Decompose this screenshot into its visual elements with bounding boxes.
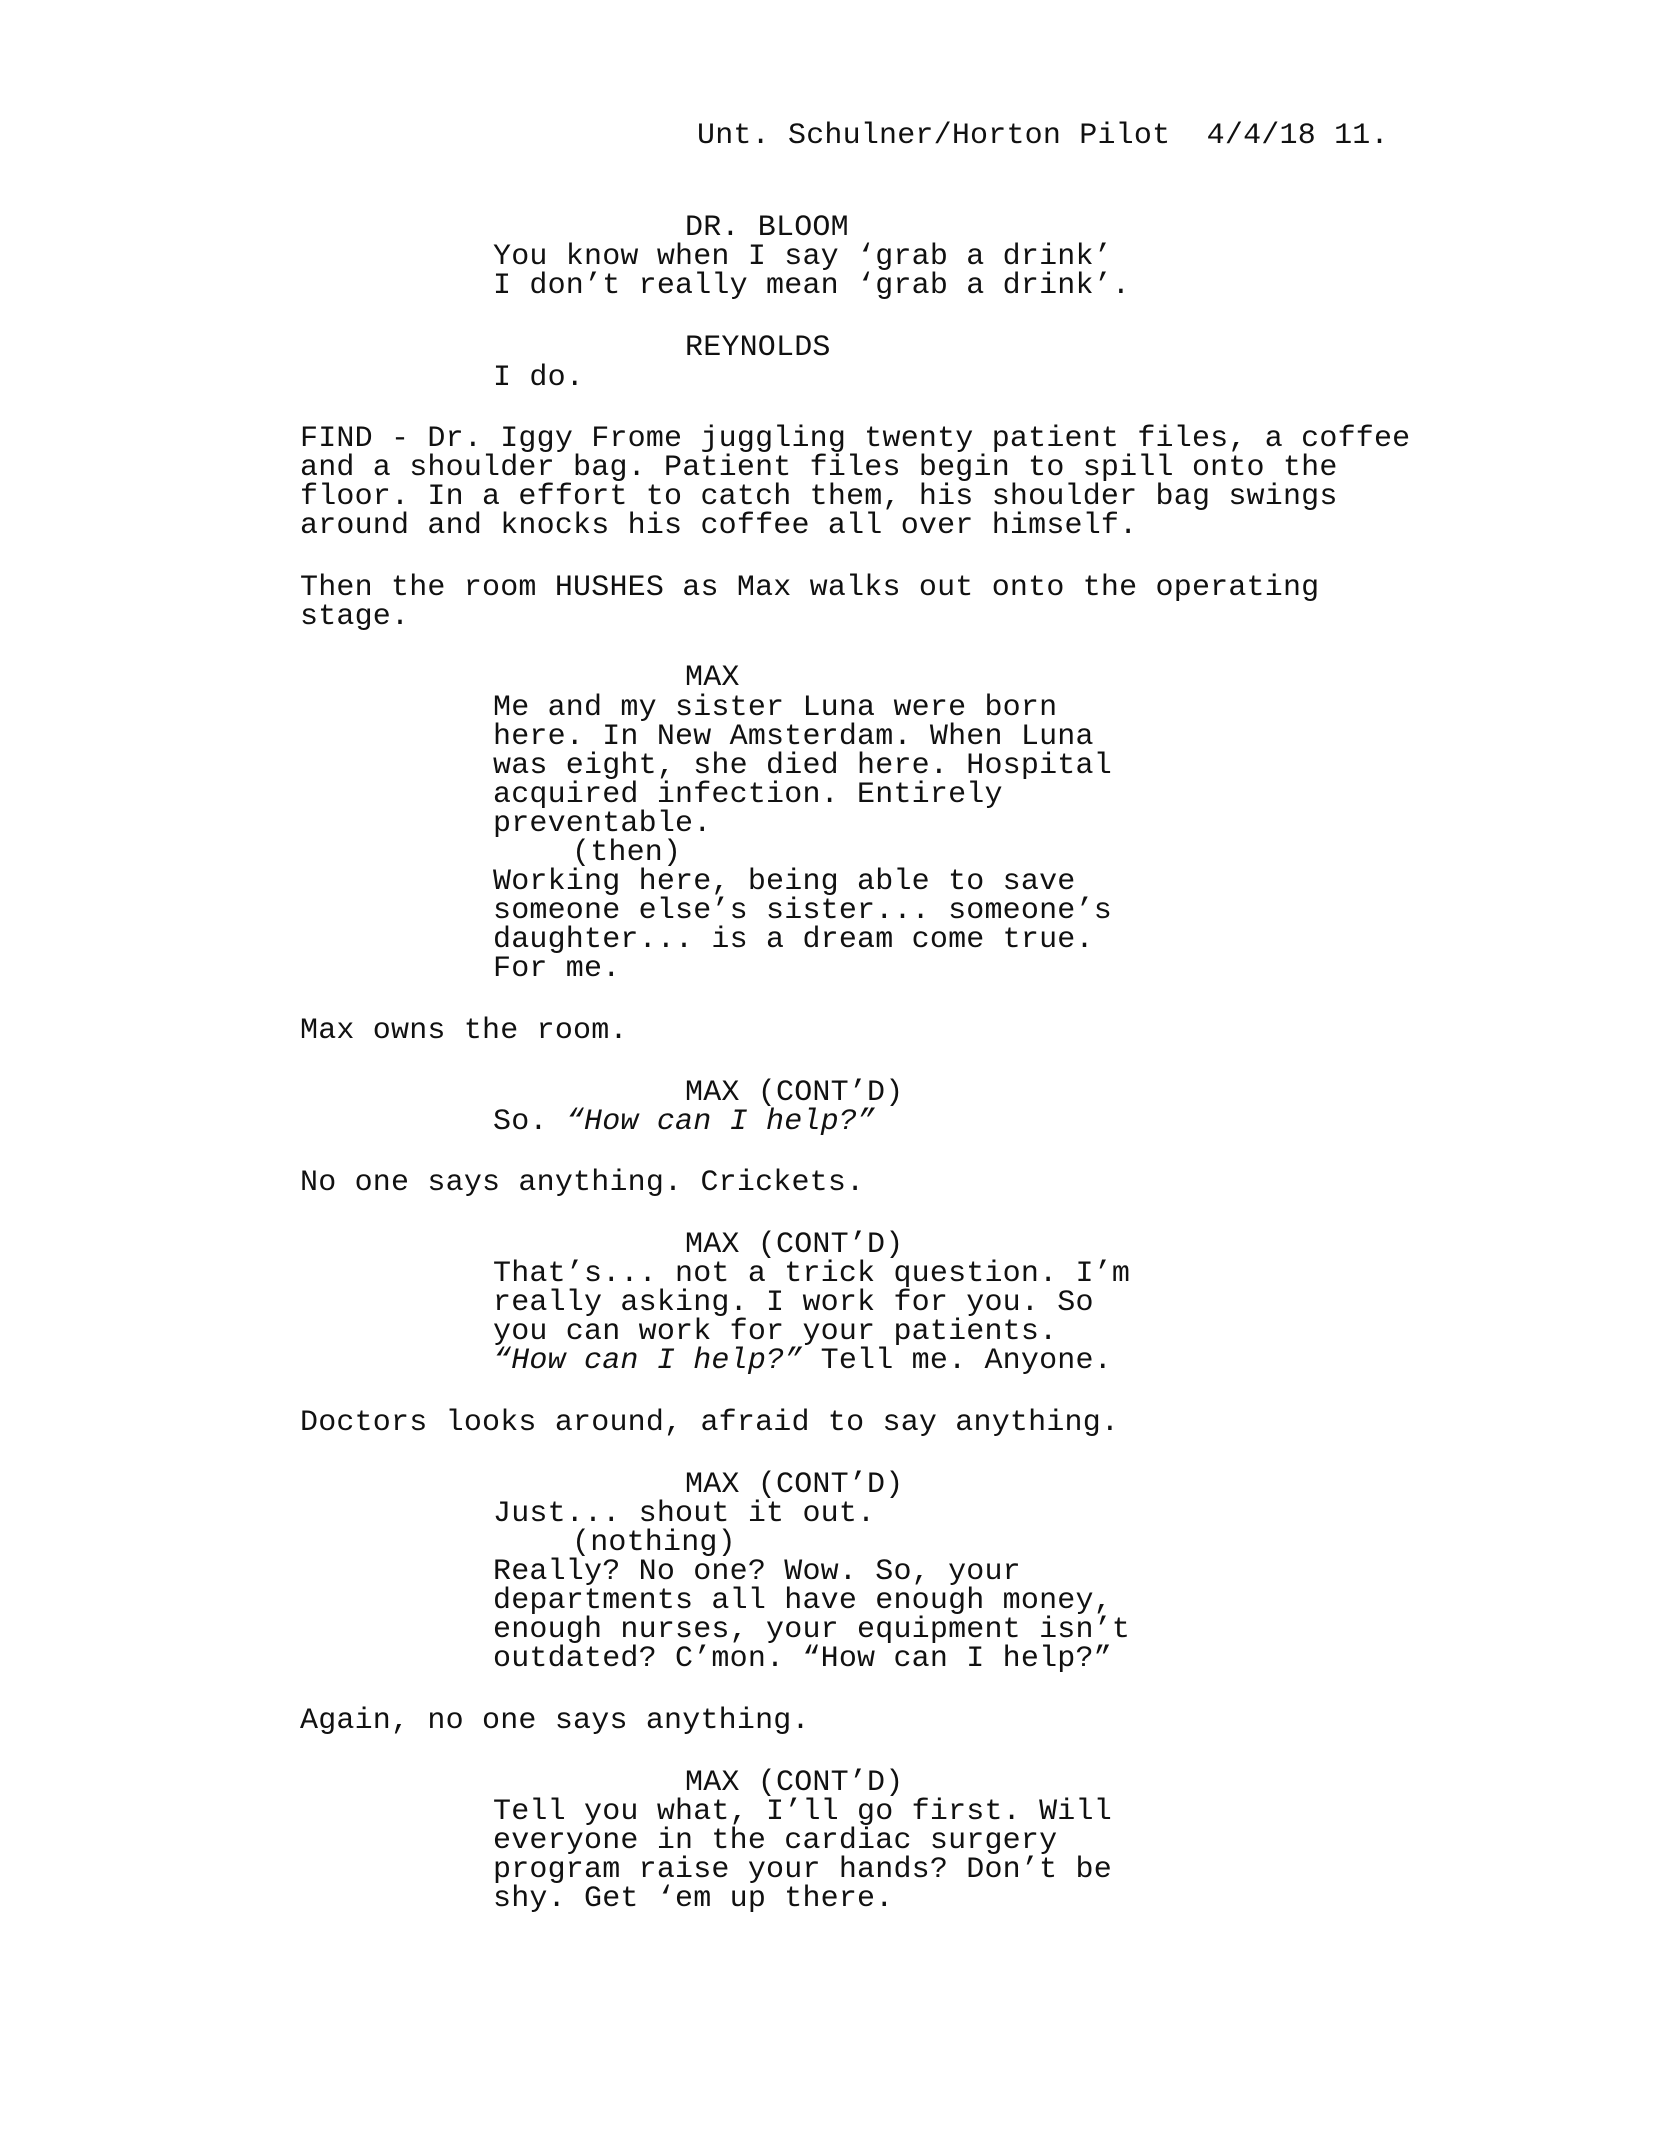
character-name: MAX (CONT’D) bbox=[685, 1766, 904, 1800]
action-line: floor. In a effort to catch them, his shoulder bag swings bbox=[300, 480, 1338, 514]
character-name: REYNOLDS bbox=[685, 331, 831, 365]
character-name: MAX bbox=[685, 661, 740, 695]
dialogue-emphasis: “How can I help?” bbox=[565, 1105, 876, 1139]
dialogue-line: I do. bbox=[493, 361, 585, 395]
dialogue-line: preventable. bbox=[493, 807, 712, 841]
dialogue-line: Working here, being able to save bbox=[493, 865, 1076, 899]
dialogue-line: someone else’s sister... someone’s bbox=[493, 894, 1112, 928]
action-line: Doctors looks around, afraid to say anything. bbox=[300, 1406, 1120, 1440]
dialogue-text: Tell me. Anyone. bbox=[802, 1344, 1112, 1378]
dialogue-line: Me and my sister Luna were born bbox=[493, 691, 1058, 725]
dialogue-line: Tell you what, I’ll go first. Will bbox=[493, 1795, 1112, 1829]
dialogue-line: here. In New Amsterdam. When Luna bbox=[493, 720, 1094, 754]
dialogue-line: you can work for your patients. bbox=[493, 1315, 1058, 1349]
dialogue-line: Just... shout it out. bbox=[493, 1497, 876, 1531]
action-line: Then the room HUSHES as Max walks out onto the operating bbox=[300, 571, 1320, 605]
action-line: and a shoulder bag. Patient files begin to spill onto the bbox=[300, 451, 1338, 485]
dialogue-text: So. bbox=[493, 1105, 566, 1139]
dialogue-line: departments all have enough money, bbox=[493, 1584, 1112, 1618]
action-line: Max owns the room. bbox=[300, 1014, 628, 1048]
action-line: Again, no one says anything. bbox=[300, 1704, 810, 1738]
dialogue-line: was eight, she died here. Hospital bbox=[493, 749, 1112, 783]
dialogue-line: acquired infection. Entirely bbox=[493, 778, 1003, 812]
parenthetical: (nothing) bbox=[572, 1526, 736, 1560]
page-header: Unt. Schulner/Horton Pilot 4/4/18 11. bbox=[697, 119, 1389, 153]
character-name: MAX (CONT’D) bbox=[685, 1076, 904, 1110]
dialogue-line: really asking. I work for you. So bbox=[493, 1286, 1094, 1320]
dialogue-line: That’s... not a trick question. I’m bbox=[493, 1257, 1131, 1291]
dialogue-line bbox=[493, 1105, 876, 1139]
dialogue-line: program raise your hands? Don’t be bbox=[493, 1853, 1112, 1887]
dialogue-line: You know when I say ‘grab a drink’ bbox=[493, 240, 1112, 274]
action-line: around and knocks his coffee all over himself. bbox=[300, 509, 1138, 543]
dialogue-line: daughter... is a dream come true. bbox=[493, 923, 1094, 957]
parenthetical: (then) bbox=[572, 836, 682, 870]
action-line: stage. bbox=[300, 600, 410, 634]
dialogue-line bbox=[493, 1344, 1112, 1378]
character-name: MAX (CONT’D) bbox=[685, 1468, 904, 1502]
dialogue-line: shy. Get ‘em up there. bbox=[493, 1882, 894, 1916]
dialogue-line: everyone in the cardiac surgery bbox=[493, 1824, 1058, 1858]
dialogue-line: I don’t really mean ‘grab a drink’. bbox=[493, 269, 1131, 303]
character-name: DR. BLOOM bbox=[685, 211, 849, 245]
action-line: FIND - Dr. Iggy Frome juggling twenty patient files, a coffee bbox=[300, 422, 1411, 456]
dialogue-line: enough nurses, your equipment isn’t bbox=[493, 1613, 1131, 1647]
dialogue-emphasis: “How can I help?” bbox=[493, 1344, 803, 1378]
dialogue-line: For me. bbox=[493, 952, 621, 986]
character-name: MAX (CONT’D) bbox=[685, 1228, 904, 1262]
action-line: No one says anything. Crickets. bbox=[300, 1166, 865, 1200]
dialogue-line: Really? No one? Wow. So, your bbox=[493, 1555, 1021, 1589]
dialogue-line: outdated? C’mon. “How can I help?” bbox=[493, 1642, 1112, 1676]
